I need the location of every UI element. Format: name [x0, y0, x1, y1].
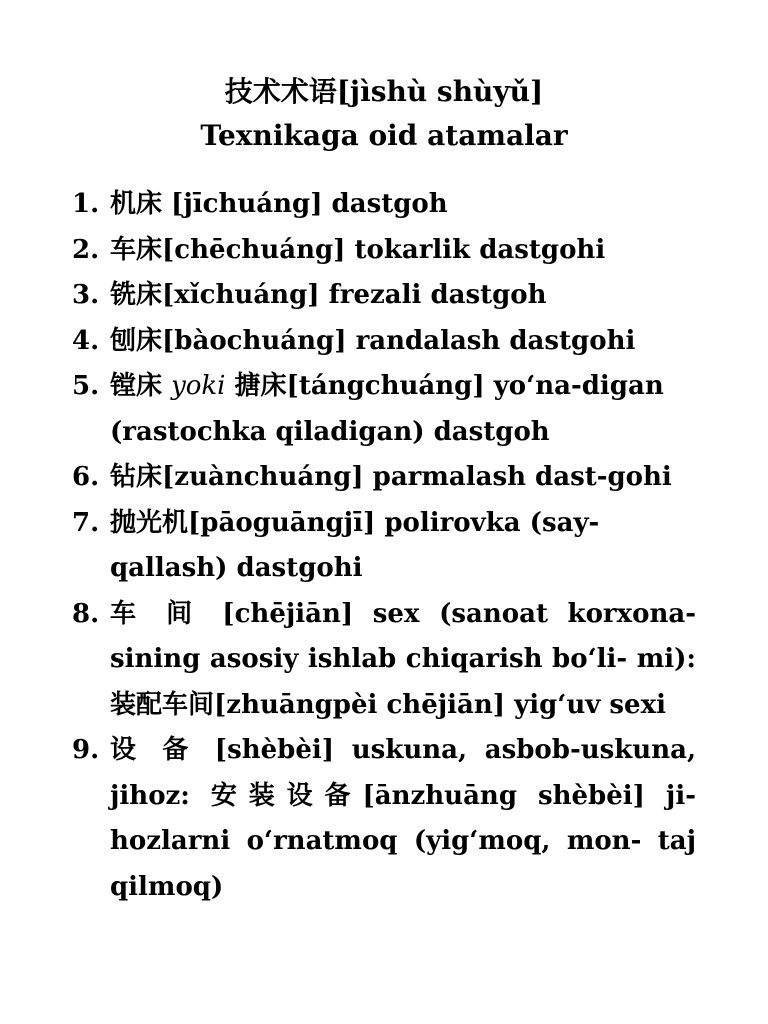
item-text: qilmoq)	[110, 871, 224, 902]
item-text: 车 间 [chējiān] sex (sanoat korxona-	[110, 598, 696, 629]
item-number: 6.	[72, 462, 100, 492]
item-text: 车床[chēchuáng] tokarlik dastgohi	[110, 234, 606, 265]
list-item	[72, 501, 696, 592]
term-list	[72, 182, 696, 910]
item-number: 7.	[72, 507, 100, 538]
title-block	[0, 70, 768, 158]
item-number: 9.	[72, 735, 100, 765]
list-item	[72, 592, 696, 729]
item-text: sining asosiy ishlab chiqarish bo‘li- mi):	[110, 644, 696, 674]
list-item	[72, 728, 696, 910]
item-text: 设 备 [shèbèi] uskuna, asbob-uskuna,	[110, 735, 696, 765]
item-text: 机床 [jīchuáng] dastgoh	[110, 189, 448, 219]
item-text: jihoz: 安装设备[ānzhuāng shèbèi] ji-	[110, 780, 696, 811]
list-item	[72, 319, 696, 365]
item-number: 2.	[72, 234, 100, 265]
list-item	[72, 228, 696, 274]
item-text: (rastochka qiladigan) dastgoh	[110, 416, 550, 447]
item-number: 3.	[72, 280, 100, 310]
item-number: 5.	[72, 371, 100, 401]
item-text-line	[110, 364, 696, 410]
item-number: 4.	[72, 325, 100, 356]
item-text: 装配车间[zhuāngpèi chējiān] yig‘uv sexi	[110, 689, 666, 720]
item-text: 铣床[xǐchuáng] frezali dastgoh	[110, 280, 547, 310]
item-number: 1.	[72, 189, 100, 219]
list-item	[72, 273, 696, 319]
title-uzbek: Texnikaga oid atamalar	[200, 119, 568, 152]
item-text: qallash) dastgohi	[110, 553, 363, 583]
item-text: 刨床[bàochuáng] randalash dastgohi	[110, 325, 636, 356]
item-text-part: 镗床	[110, 371, 172, 401]
item-text: 抛光机[pāoguāngjī] polirovka (say-	[110, 507, 600, 538]
title-chinese: 技术术语[jìshù shùyǔ]	[224, 75, 544, 108]
item-text-italic: yoki	[171, 371, 226, 401]
item-text: 钻床[zuànchuáng] parmalash dast-gohi	[110, 462, 672, 492]
item-text-part: 搪床[tángchuáng] yo‘na-digan	[225, 371, 664, 401]
list-item	[72, 182, 696, 228]
item-number: 8.	[72, 598, 100, 629]
list-item	[72, 364, 696, 455]
item-text: hozlarni o‘rnatmoq (yig‘moq, mon- taj	[110, 826, 696, 856]
list-item	[72, 455, 696, 501]
